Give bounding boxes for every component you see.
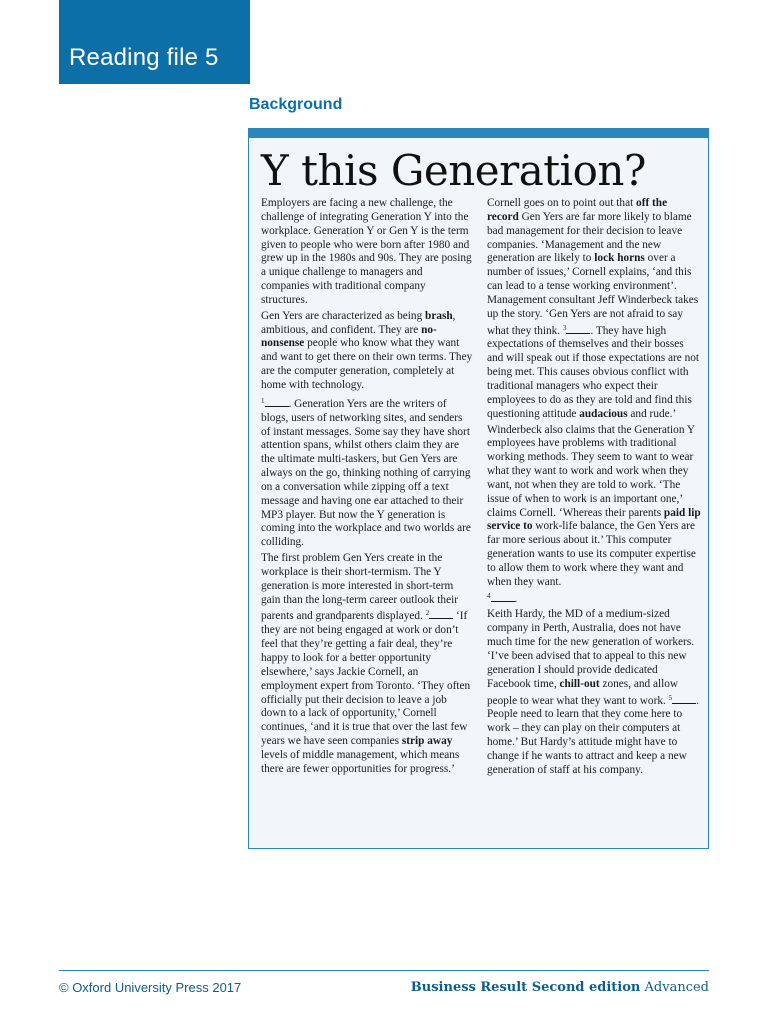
text: The first problem Gen Yers create in the workplace is their short-termism. The Y generation is more interested in short-term gain than the long-term career outlook their parents and grandparents displayed. <box>261 552 458 623</box>
book-level: Advanced <box>644 980 709 995</box>
text: levels of middle management, which means there are fewer opportunities for progress.’ <box>261 748 460 775</box>
article-column-left <box>261 197 473 779</box>
text: Winderbeck also claims that the Generation Y employees have problems with traditional working methods. They seem to want to wear what they want to work and work when they want, not when they are told to work. ‘The issue of when to work is an important one,’ claims Cornell. ‘Whereas their parents <box>487 423 695 519</box>
vocab-term: audacious <box>579 407 628 420</box>
reading-file-label: Reading file 5 <box>69 44 219 71</box>
vocab-term: chill-out <box>559 677 600 690</box>
text: people who know what they want and want to get there on their own terms. They are the computer generation, completely at home with technology. <box>261 337 473 391</box>
gap-blank[interactable] <box>265 397 289 407</box>
gap-number: 3 <box>562 323 567 332</box>
gap-number: 5 <box>668 693 673 702</box>
gap-blank[interactable] <box>566 324 590 334</box>
text: . They have high expectations of themselves and their bosses and will speak out if those expectations are not being met. This causes obvious conflict with traditional managers who expect their employees to do as they are told and find this questioning attitude <box>487 324 700 420</box>
vocab-term: off the record <box>487 197 668 223</box>
reading-file-tab <box>59 0 250 84</box>
gap-blank[interactable] <box>672 694 696 704</box>
text: zones, and allow people to wear what they want to work. <box>487 677 679 707</box>
article-column-right <box>487 197 701 780</box>
article-title: Y this Generation? <box>261 146 646 195</box>
vocab-term: lock horns <box>594 252 645 265</box>
text: work-life balance, the Gen Yers are far more serious about it.’ This computer generation wants to use its computer expertise to allow them to work where they want and when they want. <box>487 520 696 588</box>
paragraph <box>261 197 473 308</box>
text: over a number of issues,’ Cornell explains, ‘and this can lead to a tense working environment’. Management consultant Jeff Winderbeck takes up the story. ‘Gen Yers are not afraid to say what they think. <box>487 252 699 337</box>
text: . <box>514 592 518 605</box>
text: . Generation Yers are the writers of blogs, users of networking sites, and senders of instant messages. Some say they have short attention spans, whilst others claim they are the ultimate multi-taskers, but Gen Yers are always on the go, thinking nothing of carrying on a conversation while zipping off a text message and having one ear attached to their MP3 player. But now the Y generation is coming into the workplace and two worlds are colliding. <box>261 397 471 549</box>
gap-blank[interactable] <box>491 592 515 602</box>
text: and rude.’ <box>627 407 677 420</box>
gap-number: 4 <box>487 591 491 600</box>
article-panel <box>248 128 709 849</box>
text: . People need to learn that they come here to work – they can play on their computers at home.’ But Hardy’s attitude might have to change if he wants to attract and keep a new generation of staff at his company. <box>487 694 699 776</box>
footer-divider <box>59 970 709 971</box>
text: , ambitious, and confident. They are <box>261 309 456 336</box>
vocab-term: paid lip service to <box>487 506 701 533</box>
paragraph <box>261 552 473 777</box>
section-label: Background <box>249 96 343 113</box>
text: Cornell goes on to point out that <box>487 197 637 209</box>
text: Employers are facing a new challenge, the challenge of integrating Generation Y into the workplace. Generation Y or Gen Y is the term given to people who were born after 1980 and grew up in the 1980s and 90s. They are posing a unique challenge to managers and companies with traditional company structures. <box>261 197 472 306</box>
vocab-term: brash <box>425 309 453 322</box>
paragraph <box>261 310 473 393</box>
gap-number: 1 <box>261 396 265 405</box>
paragraph <box>261 395 473 550</box>
vocab-term: no-nonsense <box>261 323 437 350</box>
book-title-bold: Business Result Second edition <box>410 980 641 995</box>
text: Gen Yers are characterized as being <box>261 309 426 322</box>
vocab-term: strip away <box>401 735 453 748</box>
gap-number: 2 <box>425 609 430 618</box>
paragraph <box>487 197 701 422</box>
copyright: © Oxford University Press 2017 <box>59 980 242 995</box>
gap-blank[interactable] <box>429 609 453 619</box>
text: ‘If they are not being engaged at work or don’t feel that they’re getting a fair deal, they’re happy to look for a better opportunity elsewhere,’ says Jackie Cornell, an employment expert from Toronto. ‘They often officially put their decision to leave a job down to a lack of opportunity,’ Cornell continues, ‘and it is true that over the last few years we have seen companies <box>261 610 471 748</box>
text: Keith Hardy, the MD of a medium-sized company in Perth, Australia, does not have much time for the new generation of workers. ‘I’ve been advised that to appeal to this new generation I should provide dedicated Facebook time, <box>487 608 695 690</box>
book-title <box>411 980 709 995</box>
text: Gen Yers are far more likely to blame bad management for their decision to leave companies. ‘Management and the new generation are likely to <box>487 210 692 265</box>
paragraph <box>487 424 701 607</box>
paragraph <box>487 608 701 777</box>
